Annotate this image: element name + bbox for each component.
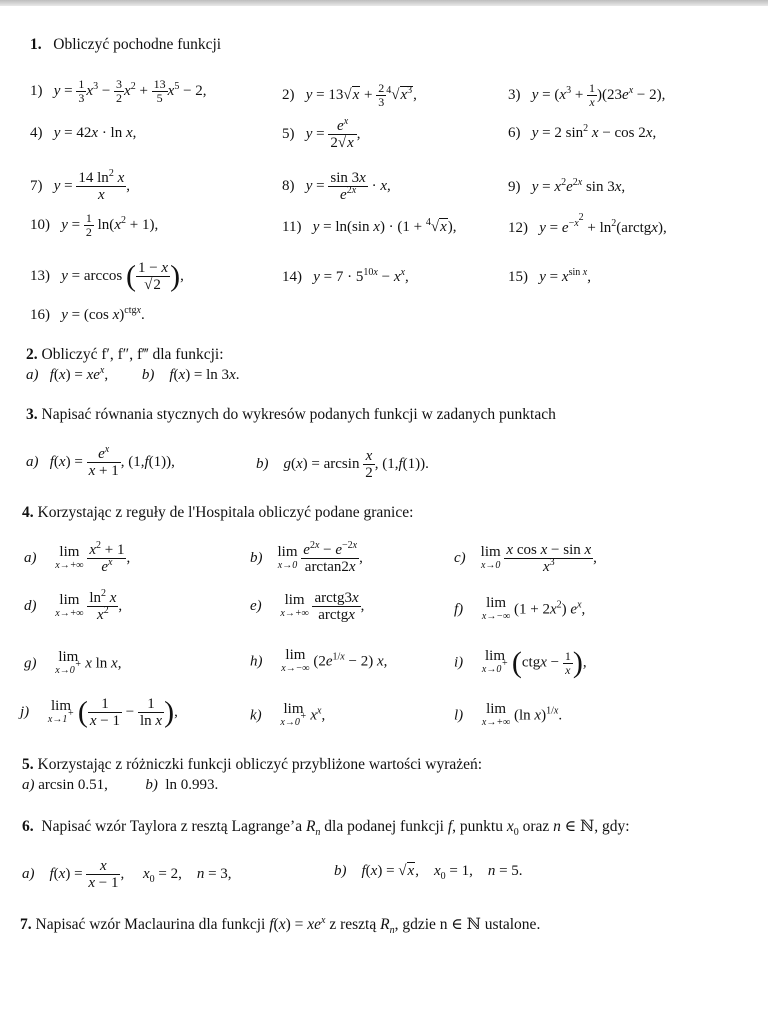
ex1-item-5: 5) y = $\frac{e^x}{2√x}$ , (282, 116, 361, 151)
ex1-item-14: 14) $y = 7 \cdot 5^{10x} - x^x$, (282, 267, 409, 285)
ex1-item-13: 13) y = arccos ( $\frac{1 - x}{√2}$ ), (30, 259, 184, 293)
item-label: c) (454, 549, 466, 566)
item-label: b) (141, 367, 155, 383)
item-label: 4) (30, 125, 43, 141)
item-label: h) (250, 653, 263, 670)
ex2-heading (26, 346, 224, 364)
ex4-item-c: c) lim x→0 $\frac{\text{x cos x − sin x}}{x^3}$ , (454, 542, 597, 575)
ex4-item-f: f) lim x→−∞ $(1 + 2x^2)$ $e^x$, (454, 595, 586, 622)
item-label: a) (26, 453, 39, 470)
item-label: 9) (508, 179, 521, 195)
item-label: 16) (30, 307, 50, 323)
ex4-item-d: d) lim x→+∞ $\frac{\ln^2 x}{x^2}$ , (24, 588, 123, 623)
item-label: 7) (30, 177, 43, 194)
item-label: 6) (508, 125, 521, 141)
ex4-item-e: e) lim x→+∞ $\frac{\text{arctg3x}}{\text{arctgx}}$ , (250, 590, 365, 623)
ex5-items (22, 776, 218, 794)
item-label: e) (250, 597, 262, 614)
ex4-item-j: j) lim x→1+ ( $\frac{1}{x - 1}$ − $\frac{1}{\text{ln x}}$ ), (20, 695, 178, 729)
ex6-title-part: Napisać wzór Taylora z resztą Lagrange’a (41, 818, 303, 835)
item-label: b) (250, 549, 263, 566)
ex1-item-16: 16) y = (cos x)$^{ctgx}$. (30, 305, 145, 323)
ex3-title: Napisać równania stycznych do wykresów podanych funkcji w zadanych punktach (41, 406, 556, 423)
ex1-number: 1. (30, 36, 42, 53)
item-label: 14) (282, 269, 302, 285)
item-label: 10) (30, 216, 50, 233)
item-label: d) (24, 597, 37, 614)
item-label: 8) (282, 177, 295, 194)
ex1-item-7: 7) y = $\frac{14 \ln^2 x}{x}$ , (30, 168, 130, 203)
item-label: a) (24, 549, 37, 566)
ex1-item-8: 8) y = $\frac{\sin 3x}{e^{2x}}$ · x, (282, 170, 391, 203)
ex6-item-b: b) f(x) = √x, $x_0 = 1$, n = 5. (334, 863, 523, 882)
ex4-item-g: g) lim x→0+ x ln x, (24, 649, 122, 676)
ex1-item-10: 10) y = $\frac{1}{2}$ $\ln(x^2 + 1)$, (30, 211, 159, 239)
item-label: i) (454, 654, 464, 671)
item-label: 15) (508, 269, 528, 285)
ex4-item-i: i) lim x→0+ (ctgx − $\frac{1}{x}$ ), (454, 646, 587, 679)
ex1-item-15: 15) $y = x^{sin x}$, (508, 267, 591, 285)
item-label: f) (454, 601, 464, 618)
ex5-title: Korzystając z różniczki funkcji obliczyć przybliżone wartości wyrażeń: (37, 756, 483, 773)
ex1-item-2: 2) y = 13√x + $\frac{2}{3}$ $^4√x^3$, (282, 81, 417, 109)
item-label: b) (256, 455, 269, 472)
ex4-heading (22, 504, 413, 522)
item-label: b) (334, 863, 347, 879)
ex4-title: Korzystając z reguły de l'Hospitala obliczyć podane granice: (37, 504, 414, 521)
ex1-item-3: 3) $y = (x^3$ + $\frac{1}{x}$ )$(23e^x - 2)$, (508, 81, 666, 109)
ex7-title-part: gdzie n ∈ ℕ ustalone. (402, 916, 541, 933)
ex1-heading (30, 36, 221, 54)
ex4-item-l: l) lim x→+∞ (ln x)$^{1/x}$. (454, 701, 563, 728)
ex5-b-expression: ln 0.993. (165, 777, 219, 793)
ex6-number: 6. (22, 818, 34, 835)
ex4-item-k: k) lim x→0+ $x^x$, (250, 701, 326, 728)
ex6-title-part: gdy: (602, 818, 630, 835)
ex1-item-12: 12) $y = e^{-x^2}$ + $\ln^2(arctgx)$, (508, 212, 667, 236)
item-label: 11) (282, 219, 302, 235)
ex2-title: Obliczyć f′, f″, f‴ dla funkcji: (41, 346, 224, 363)
ex3-heading (26, 406, 556, 424)
item-label: j) (20, 703, 30, 720)
ex1-item-1: 1) y = $\frac{1}{3}$ $x^3$ − $\frac{3}{2}$ $x^2$ + $\frac{13}{5}$ $x^5 - 2$, (30, 77, 207, 105)
ex2-items: a) $f(x) = xe^x$, b) f(x) = ln 3x. (26, 365, 240, 383)
ex5-a-expression: arcsin 0.51, (38, 777, 108, 793)
item-label: 3) (508, 86, 521, 103)
item-label: 5) (282, 125, 295, 142)
ex6-item-a: a) f(x) = $\frac{x}{x - 1}$ , $x_0 = 2$, n = 3, (22, 858, 232, 891)
item-label: k) (250, 707, 262, 724)
ex1-item-11: 11) y = ln(sin x) · (1 + $^4$√x), (282, 217, 457, 235)
ex1-title: Obliczyć pochodne funkcji (53, 36, 222, 53)
item-label: a) (26, 367, 39, 383)
ex5-number: 5. (22, 756, 34, 773)
ex2-number: 2. (26, 346, 38, 363)
ex1-item-4: 4) y = 42x · ln x, (30, 125, 137, 141)
ex3-number: 3. (26, 406, 38, 423)
item-label: 12) (508, 220, 528, 236)
item-label: 13) (30, 267, 50, 284)
ex5-heading (22, 756, 482, 774)
ex7-title-part: z resztą (329, 916, 377, 933)
ex1-item-6: 6) y = 2 $\sin^2 x - \cos 2x$, (508, 123, 657, 141)
ex7-title-part: Napisać wzór Maclaurina dla funkcji (35, 916, 266, 933)
ex4-item-b: b) lim x→0 $\frac{e^{2x} - e^{-2x}}{\arctan 2x}$ , (250, 540, 363, 575)
ex6-heading: 6. Napisać wzór Taylora z resztą Lagrange’a $R_n$ dla podanej funkcji f, punktu $x_0$ oraz n ∈ ℕ, gdy: (22, 818, 630, 838)
item-label: l) (454, 707, 464, 724)
item-label: 1) (30, 82, 43, 99)
item-label: g) (24, 655, 37, 672)
item-label: a) (22, 777, 35, 793)
ex6-title-part: oraz (522, 818, 550, 835)
ex7-heading: 7. Napisać wzór Maclaurina dla funkcji $f(x) = xe^x$ z resztą $R_n$, gdzie n ∈ ℕ ustalone. (20, 915, 541, 936)
ex6-title-part: punktu (459, 818, 503, 835)
ex1-item-9: 9) $y = x^2e^{2x}$ sin 3x, (508, 177, 626, 195)
ex3-item-a: a) f(x) = $\frac{e^x}{x + 1}$ , (1,f(1)), (26, 444, 175, 479)
ex3-item-b: b) g(x) = arcsin $\frac{x}{2}$ , (1,f(1)). (256, 448, 429, 481)
item-label: b) (145, 777, 158, 793)
ex4-item-a: a) lim x→+∞ $\frac{x^2 + 1}{e^x}$ , (24, 540, 131, 575)
ex4-item-h: h) lim x→−∞ $(2e^{1/x} - 2)$ x, (250, 647, 388, 674)
ex6-title-part: dla podanej funkcji (324, 818, 444, 835)
ex7-number: 7. (20, 916, 32, 933)
item-label: a) (22, 865, 35, 882)
ex4-number: 4. (22, 504, 34, 521)
item-label: 2) (282, 86, 295, 103)
